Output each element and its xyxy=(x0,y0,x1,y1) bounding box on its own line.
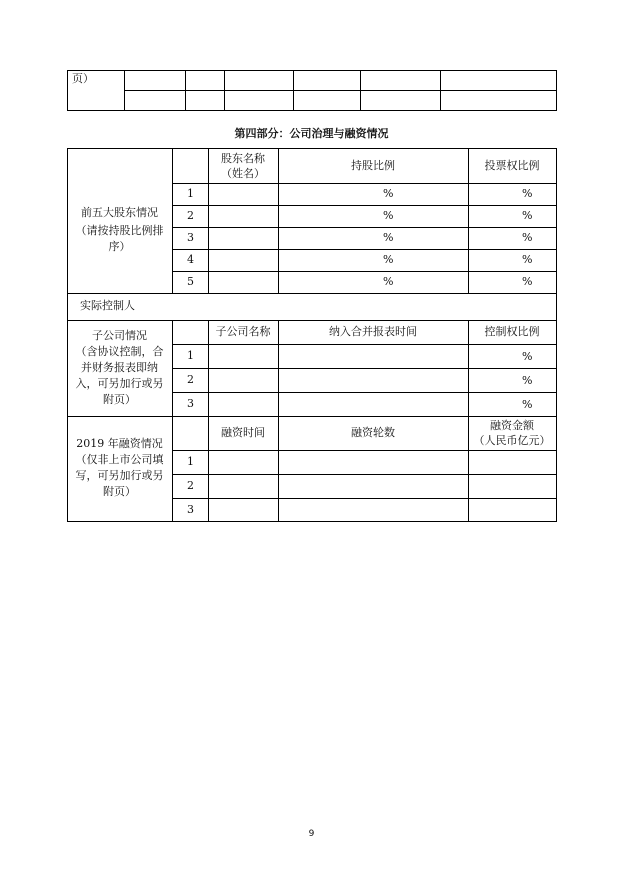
control-ratio-cell: % xyxy=(522,398,533,411)
header-financing-time: 融资时间 xyxy=(221,426,265,439)
header-subsidiary-name: 子公司名称 xyxy=(215,325,271,338)
section-title: 第四部分：公司治理与融资情况 xyxy=(234,127,389,140)
share-ratio-cell: % xyxy=(383,187,394,200)
financing-label-line: （仅非上市公司填 xyxy=(75,453,164,466)
header-shareholder-name-sub: （姓名） xyxy=(221,167,265,180)
vote-ratio-cell: % xyxy=(522,231,533,244)
row-number: 1 xyxy=(187,187,194,200)
vote-ratio-cell: % xyxy=(522,275,533,288)
row-number: 2 xyxy=(187,209,194,222)
control-ratio-cell: % xyxy=(522,374,533,387)
shareholders-label-line: 前五大股东情况 xyxy=(81,206,158,219)
row-number: 1 xyxy=(187,455,194,468)
subsidiaries-label-line: 并财务报表即纳 xyxy=(81,361,158,374)
header-financing-amount: 融资金额 xyxy=(490,419,534,432)
financing-label-line: 附页） xyxy=(103,485,136,498)
subsidiaries-label-line: 子公司情况 xyxy=(92,329,147,342)
share-ratio-cell: % xyxy=(383,209,394,222)
row-number: 3 xyxy=(187,397,194,410)
vote-ratio-cell: % xyxy=(522,209,533,222)
header-financing-amount-unit: （人民币亿元） xyxy=(473,434,551,447)
top-fragment-label: 页） xyxy=(72,72,94,85)
header-control-ratio: 控制权比例 xyxy=(484,325,540,338)
control-ratio-cell: % xyxy=(522,350,533,363)
row-number: 2 xyxy=(187,479,194,492)
financing-label-line: 2019 年融资情况 xyxy=(76,437,163,450)
row-number: 4 xyxy=(187,253,194,266)
financing-label-line: 写，可另加行或另 xyxy=(75,469,164,482)
vote-ratio-cell: % xyxy=(522,187,533,200)
page-number: 9 xyxy=(308,829,315,839)
controller-label: 实际控制人 xyxy=(80,299,135,312)
row-number: 2 xyxy=(187,373,194,386)
header-share-ratio: 持股比例 xyxy=(351,159,395,172)
row-number: 5 xyxy=(187,275,194,288)
header-vote-ratio: 投票权比例 xyxy=(484,159,540,172)
shareholders-label-line: 序） xyxy=(108,240,131,253)
share-ratio-cell: % xyxy=(383,253,394,266)
share-ratio-cell: % xyxy=(383,231,394,244)
row-number: 3 xyxy=(187,503,194,516)
row-number: 1 xyxy=(187,349,194,362)
subsidiaries-label-line: （含协议控制，合 xyxy=(75,345,164,358)
header-consolidation-time: 纳入合并报表时间 xyxy=(329,325,417,338)
header-financing-round: 融资轮数 xyxy=(351,426,395,439)
vote-ratio-cell: % xyxy=(522,253,533,266)
subsidiaries-label-line: 入，可另加行或另 xyxy=(75,377,164,390)
subsidiaries-label-line: 附页） xyxy=(103,393,136,406)
row-number: 3 xyxy=(187,231,194,244)
share-ratio-cell: % xyxy=(383,275,394,288)
shareholders-label-line: （请按持股比例排 xyxy=(75,224,164,237)
header-shareholder-name: 股东名称 xyxy=(221,152,265,165)
